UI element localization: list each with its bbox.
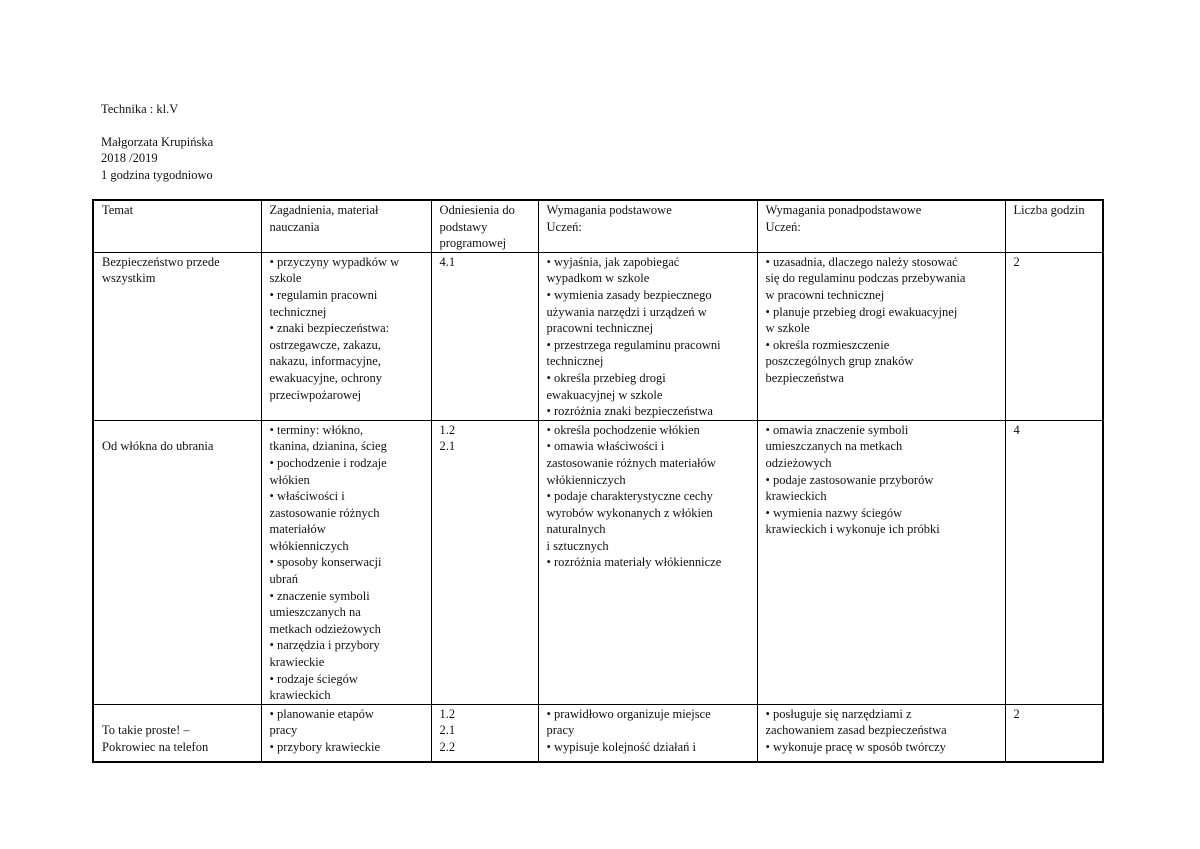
column-header-hours	[1005, 200, 1103, 252]
cell-text	[102, 706, 255, 723]
cell-content	[261, 420, 431, 704]
column-header-content	[261, 200, 431, 252]
teacher-name: Małgorzata Krupińska	[101, 134, 214, 149]
bullet-line: • planuje przebieg drogi ewakuacyjnej	[765, 304, 958, 319]
cell-refs	[431, 704, 538, 762]
bullet-line: zastosowanie różnych	[269, 505, 380, 520]
cell-topic	[93, 252, 261, 420]
curriculum-table	[92, 199, 1104, 763]
bullet-line: używania narzędzi i urządzeń w	[546, 304, 707, 319]
bullet-line: • rodzaje ściegów	[269, 671, 358, 686]
cell-basic	[538, 704, 757, 762]
bullet-line: w pracowni technicznej	[765, 287, 885, 302]
school-year: 2018 /2019	[101, 151, 158, 165]
table-row	[93, 704, 1103, 762]
cell-refs	[431, 252, 538, 420]
column-header-advanced	[757, 200, 1005, 252]
bullet-line: • pochodzenie i rodzaje	[269, 455, 387, 470]
bullet-line: krawieckich	[269, 688, 331, 703]
cell-text: Pokrowiec na telefon	[102, 740, 209, 754]
cell-text: 1.2	[439, 422, 456, 437]
header-text: Wymagania podstawowe	[546, 203, 672, 217]
bullet-line: • omawia znaczenie symboli	[765, 422, 909, 437]
cell-topic	[93, 704, 261, 762]
bullet-line: • prawidłowo organizuje miejsce	[546, 706, 711, 721]
bullet-line: poszczególnych grup znaków	[765, 354, 914, 369]
bullet-line: • narzędzia i przybory	[269, 638, 380, 653]
cell-text: 2.2	[439, 740, 456, 754]
cell-text: 2	[1013, 706, 1020, 721]
bullet-line: i sztucznych	[546, 538, 609, 553]
bullet-line: • podaje charakterystyczne cechy	[546, 489, 713, 504]
bullet-line: się do regulaminu podczas przebywania	[765, 271, 966, 286]
cell-hours	[1005, 252, 1103, 420]
bullet-line: ostrzegawcze, zakazu,	[269, 337, 381, 352]
bullet-line: • przestrzega regulaminu pracowni	[546, 337, 721, 352]
bullet-line: przeciwpożarowej	[269, 387, 362, 402]
bullet-line: • wymienia nazwy ściegów	[765, 505, 903, 520]
table-row	[93, 420, 1103, 704]
bullet-line: • określa rozmieszczenie	[765, 337, 890, 352]
header-text: Uczeń:	[546, 219, 582, 234]
bullet-line: zastosowanie różnych materiałów	[546, 455, 716, 470]
bullet-line: • wypisuje kolejność działań i	[546, 740, 696, 754]
bullet-line: technicznej	[269, 304, 327, 319]
bullet-line: • przyczyny wypadków w	[269, 254, 400, 269]
cell-text: 1.2	[439, 706, 456, 721]
bullet-line: • omawia właściwości i	[546, 439, 665, 454]
bullet-line: • posługuje się narzędziami z	[765, 706, 912, 721]
bullet-line: wyrobów wykonanych z włókien	[546, 505, 713, 520]
bullet-line: w szkole	[765, 321, 810, 336]
cell-text: 4	[1013, 422, 1020, 437]
bullet-line: • wykonuje pracę w sposób twórczy	[765, 740, 946, 754]
bullet-line: • określa pochodzenie włókien	[546, 422, 700, 437]
bullet-line: ubrań	[269, 572, 298, 587]
cell-text: Od włókna do ubrania	[102, 439, 214, 454]
bullet-line: pracy	[269, 723, 298, 738]
bullet-line: • rozróżnia znaki bezpieczeństwa	[546, 404, 713, 419]
cell-text: 4.1	[439, 254, 456, 269]
table-header-row	[93, 200, 1103, 252]
bullet-line: włókienniczych	[546, 472, 626, 487]
cell-refs	[431, 420, 538, 704]
bullet-line: • właściwości i	[269, 489, 345, 504]
cell-advanced	[757, 252, 1005, 420]
bullet-line: włókienniczych	[269, 538, 349, 553]
bullet-line: zachowaniem zasad bezpieczeństwa	[765, 723, 947, 738]
header-text: nauczania	[269, 219, 320, 234]
bullet-line: umieszczanych na	[269, 605, 361, 620]
bullet-line: • rozróżnia materiały włókiennicze	[546, 555, 722, 570]
cell-text: 2	[1013, 254, 1020, 269]
bullet-line: bezpieczeństwa	[765, 370, 844, 385]
cell-content	[261, 704, 431, 762]
bullet-line: naturalnych	[546, 522, 606, 537]
cell-content	[261, 252, 431, 420]
bullet-line: • podaje zastosowanie przyborów	[765, 472, 934, 487]
bullet-line: metkach odzieżowych	[269, 621, 381, 636]
bullet-line: tkanina, dzianina, ścieg	[269, 439, 387, 454]
table-row	[93, 252, 1103, 420]
header-text: programowej	[439, 236, 507, 251]
cell-text: wszystkim	[102, 271, 156, 286]
bullet-line: krawieckich	[765, 489, 827, 504]
bullet-line: technicznej	[546, 354, 604, 369]
bullet-line: ewakuacyjne, ochrony	[269, 370, 382, 385]
cell-hours	[1005, 420, 1103, 704]
bullet-line: • terminy: włókno,	[269, 422, 364, 437]
header-text: Uczeń:	[765, 219, 801, 234]
header-text: Liczba godzin	[1013, 203, 1085, 217]
bullet-line: wypadkom w szkole	[546, 271, 650, 286]
column-header-basic	[538, 200, 757, 252]
bullet-line: • sposoby konserwacji	[269, 555, 382, 570]
bullet-line: • planowanie etapów	[269, 706, 374, 721]
bullet-line: włókien	[269, 472, 310, 487]
bullet-line: materiałów	[269, 522, 326, 537]
bullet-line: krawieckie	[269, 655, 325, 670]
bullet-line: • regulamin pracowni	[269, 287, 378, 302]
header-text: Wymagania ponadpodstawowe	[765, 203, 922, 217]
cell-text: 2.1	[439, 439, 456, 454]
column-header-refs	[431, 200, 538, 252]
header-text: Odniesienia do	[439, 203, 515, 217]
cell-text	[102, 422, 255, 439]
bullet-line: • uzasadnia, dlaczego należy stosować	[765, 254, 958, 269]
cell-text: To takie proste! –	[102, 723, 190, 738]
bullet-line: • przybory krawieckie	[269, 740, 381, 754]
cell-hours	[1005, 704, 1103, 762]
cell-advanced	[757, 704, 1005, 762]
cell-basic	[538, 252, 757, 420]
bullet-line: • znaki bezpieczeństwa:	[269, 321, 390, 336]
bullet-line: ewakuacyjnej w szkole	[546, 387, 663, 402]
header-text: Zagadnienia, materiał	[269, 203, 379, 217]
subject-line: Technika : kl.V	[101, 102, 179, 116]
weekly-hours: 1 godzina tygodniowo	[101, 167, 213, 182]
cell-text: 2.1	[439, 723, 456, 738]
bullet-line: szkole	[269, 271, 302, 286]
header-text: podstawy	[439, 219, 488, 234]
cell-text: Bezpieczeństwo przede	[102, 254, 220, 269]
cell-basic	[538, 420, 757, 704]
document-header	[101, 101, 213, 183]
bullet-line: nakazu, informacyjne,	[269, 354, 381, 369]
bullet-line: • znaczenie symboli	[269, 588, 370, 603]
bullet-line: • wyjaśnia, jak zapobiegać	[546, 254, 680, 269]
bullet-line: • określa przebieg drogi	[546, 370, 666, 385]
bullet-line: umieszczanych na metkach	[765, 439, 903, 454]
cell-advanced	[757, 420, 1005, 704]
bullet-line: pracy	[546, 723, 575, 738]
bullet-line: pracowni technicznej	[546, 321, 654, 336]
cell-topic	[93, 420, 261, 704]
header-text: Temat	[102, 203, 134, 217]
column-header-topic	[93, 200, 261, 252]
bullet-line: odzieżowych	[765, 455, 832, 470]
bullet-line: • wymienia zasady bezpiecznego	[546, 287, 712, 302]
bullet-line: krawieckich i wykonuje ich próbki	[765, 522, 940, 537]
